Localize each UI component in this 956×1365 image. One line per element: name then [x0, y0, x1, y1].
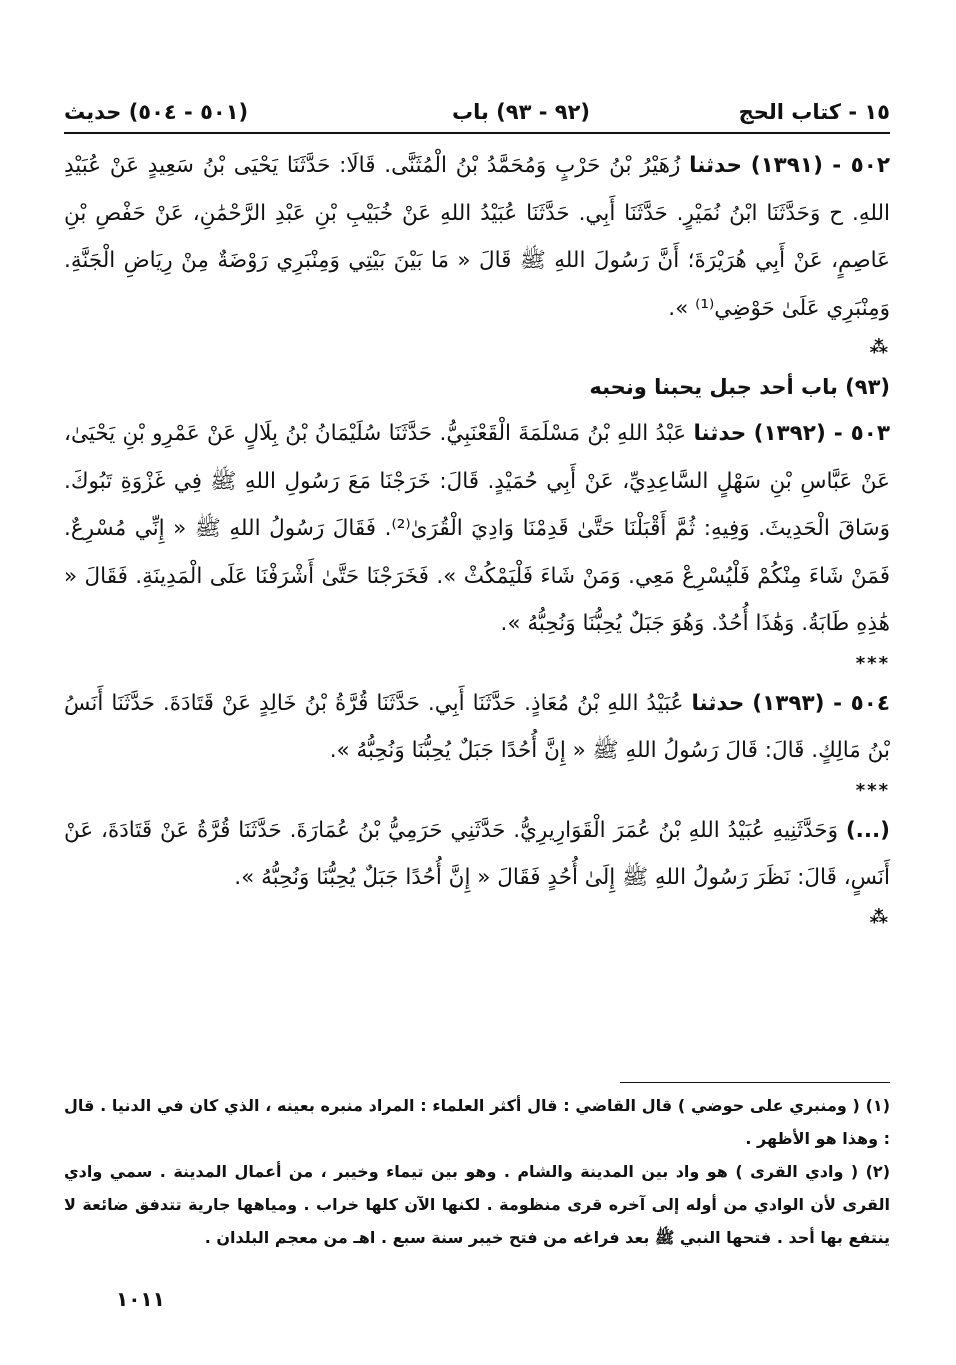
hadith-number: (...): [845, 817, 890, 843]
chapter-title: (٩٣) باب أحد جبل يحبنا ونحبه: [589, 375, 890, 399]
hadith-lead-word: حدثنا: [693, 421, 747, 446]
hadith-text: عُبَيْدُ اللهِ بْنُ مُعَاذٍ. حَدَّثَنَا أَبِي. حَدَّثَنَا قُرَّةُ بْنُ خَالِدٍ عَنْ قَتَادَةَ. حَدَّثَنَا أَنَسُ بْنُ مَالِكٍ. قَالَ: قَالَ رَسُولُ اللهِ ﷺ « إِنَّ أُحُدًا جَبَلٌ يُحِبُّنَا وَنُحِبُّهُ ».: [64, 690, 890, 763]
page-number: ١٠١١: [116, 1287, 165, 1311]
hadith-number: ٥٠٤ - (١٣٩٣): [752, 690, 890, 716]
hadith-lead-word: حدثنا: [689, 153, 742, 178]
hadith-number: ٥٠٣ - (١٣٩٢): [753, 421, 890, 446]
hadith-504: [64, 680, 890, 775]
hadith-text: زُهَيْرُ بْنُ حَرْبٍ وَمُحَمَّدُ بْنُ الْمُثَنَّى. قَالَا: حَدَّثَنَا يَحْيَى بْنُ سَعِيدٍ عَنْ عُبَيْدِ اللهِ. ح وَحَدَّثَنَا ابْنُ نُمَيْرٍ. حَدَّثَنَا أَبِي. حَدَّثَنَا عُبَيْدُ اللهِ عَنْ خُبَيْبِ بْنِ عَبْدِ الرَّحْمَٰنِ، عَنْ حَفْصِ بْنِ عَاصِمٍ، عَنْ أَبِي هُرَيْرَةَ؛ أَنَّ رَسُولَ اللهِ ﷺ قَالَ « مَا بَيْنَ بَيْتِي وَمِنْبَرِي رَوْضَةٌ مِنْ رِيَاضِ الْجَنَّةِ. وَمِنْبَرِي عَلَىٰ حَوْضِي⁽¹⁾ ».: [64, 153, 890, 321]
section-separator: ***: [855, 779, 890, 801]
footnote-2: (٢) ( وادي القرى ) هو واد بين المدينة والشام . وهو بين تيماء وخيبر ، من أعمال المدينة . سمي وادي القرى لأن الوادي من أوله إلى آخره قرى منظومة . لكنها الآن كلها خراب . ومياهها جارية تتدفق ضائعة لا ينتفع بها أحد . فتحها النبي ﷺ بعد فراغه من فتح خيبر سنة سبع . اهـ من معجم البلدان .: [64, 1162, 890, 1247]
header-chapter-range: (٩٢ - ٩٣) باب: [451, 100, 590, 124]
hadith-text: عَبْدُ اللهِ بْنُ مَسْلَمَةَ الْقَعْنَبِيُّ. حَدَّثَنَا سُلَيْمَانُ بْنُ بِلَالٍ عَنْ عَمْرِو بْنِ يَحْيَىٰ، عَنْ عَبَّاسِ بْنِ سَهْلٍ السَّاعِدِيِّ، عَنْ أَبِي حُمَيْدٍ. قَالَ: خَرَجْنَا مَعَ رَسُولِ اللهِ ﷺ فِي غَزْوَةِ تَبُوكَ. وَسَاقَ الْحَدِيثَ. وَفِيهِ: ثُمَّ أَقْبَلْنَا حَتَّىٰ قَدِمْنَا وَادِيَ الْقُرَىٰ⁽²⁾. فَقَالَ رَسُولُ اللهِ ﷺ « إِنِّي مُسْرِعٌ. فَمَنْ شَاءَ مِنْكُمْ فَلْيُسْرِعْ مَعِي. وَمَنْ شَاءَ فَلْيَمْكُثْ ». فَخَرَجْنَا حَتَّىٰ أَشْرَفْنَا عَلَى الْمَدِينَةِ. فَقَالَ « هَٰذِهِ طَابَةُ. وَهَٰذَا أُحُدٌ. وَهُوَ جَبَلٌ يُحِبُّنَا وَنُحِبُّهُ ».: [64, 421, 890, 636]
hadith-504-variant: [64, 807, 890, 902]
header-book-title: ١٥ - كتاب الحج: [738, 100, 890, 124]
hadith-text: وَحَدَّثَنِيهِ عُبَيْدُ اللهِ بْنُ عُمَرَ الْقَوَارِيرِيُّ. حَدَّثَنِي حَرَمِيُّ بْنُ عُمَارَةَ. حَدَّثَنَا قُرَّةُ عَنْ قَتَادَةَ، عَنْ أَنَسٍ، قَالَ: نَظَرَ رَسُولُ اللهِ ﷺ إِلَىٰ أُحُدٍ فَقَالَ « إِنَّ أُحُدًا جَبَلٌ يُحِبُّنَا وَنُحِبُّهُ ».: [64, 817, 890, 890]
hadith-number: ٥٠٢ - (١٣٩١): [750, 153, 890, 178]
section-separator: ⁂: [869, 906, 890, 928]
section-separator: ⁂: [869, 337, 890, 358]
hadith-502: [64, 142, 890, 332]
hadith-lead-word: حدثنا: [691, 690, 745, 716]
main-text: [64, 142, 890, 932]
footnotes: [64, 1082, 890, 1254]
hadith-503: [64, 410, 890, 648]
footnote-rule: [620, 1082, 890, 1083]
running-header: [64, 92, 890, 134]
book-page: [64, 92, 890, 1322]
section-separator: ***: [855, 652, 890, 674]
header-hadith-range: (٥٠١ - ٥٠٤) حديث: [64, 100, 249, 124]
footnote-1: (١) ( ومنبري على حوضي ) قال القاضي : قال أكثر العلماء : المراد منبره بعينه ، الذي كان في الدنيا . قال : وهذا هو الأظهر .: [64, 1096, 890, 1148]
